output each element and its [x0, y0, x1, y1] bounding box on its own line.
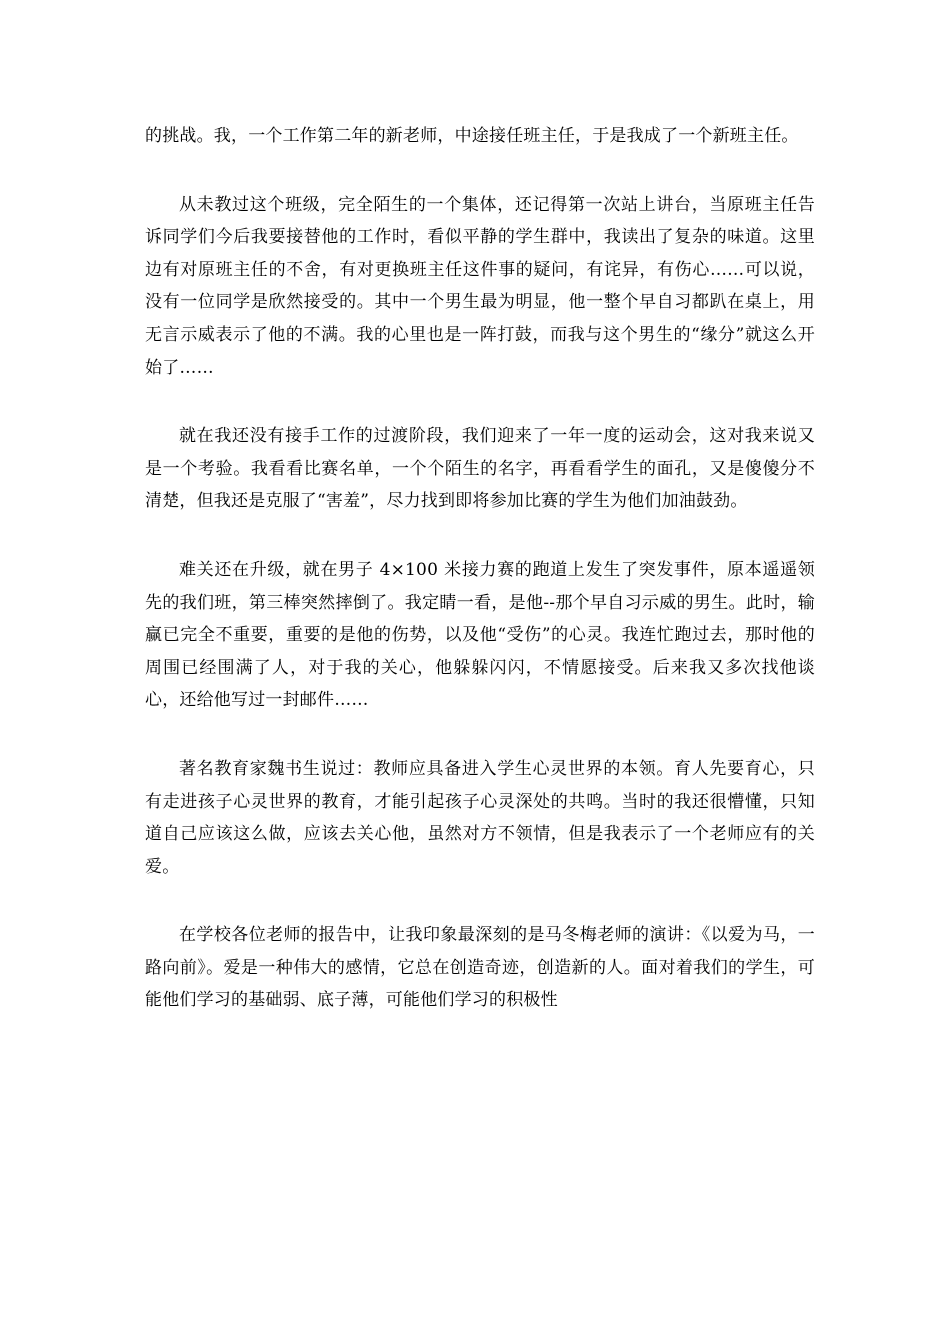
paragraph-sports-meet: 就在我还没有接手工作的过渡阶段，我们迎来了一年一度的运动会，这对我来说又是一个考验。我看看比赛名单，一个个陌生的名字，再看看学生的面孔，又是傻傻分不清楚，但我还是克服了“害羞”，尽力找到即将参加比赛的学生为他们加油鼓劲。	[145, 426, 815, 512]
paragraph-educator-quote: 著名教育家魏书生说过：教师应具备进入学生心灵世界的本领。育人先要育心，只有走进孩子心灵世界的教育，才能引起孩子心灵深处的共鸣。当时的我还很懵懂，只知道自己应该这么做，应该去关心他，虽然对方不领情，但是我表示了一个老师应有的关爱。	[145, 758, 815, 877]
paragraph-relay-race: 难关还在升级，就在男子 4×100 米接力赛的跑道上发生了突发事件，原本遥遥领先的我们班，第三棒突然摔倒了。我定睛一看，是他--那个早自习示威的男生。此时，输赢已完全不重要，重要的是他的伤势，以及他“受伤”的心灵。我连忙跑过去，那时他的周围已经围满了人，对于我的关心，他躲躲闪闪，不情愿接受。后来我又多次找他谈心，还给他写过一封邮件……	[145, 559, 815, 711]
document-body	[145, 120, 815, 1053]
paragraph-school-reports: 在学校各位老师的报告中，让我印象最深刻的是马冬梅老师的演讲：《以爱为马，一路向前》。爱是一种伟大的感情，它总在创造奇迹，创造新的人。面对着我们的学生，可能他们学习的基础弱、底子薄，可能他们学习的积极性	[145, 925, 815, 1011]
paragraph-first-day: 从未教过这个班级，完全陌生的一个集体，还记得第一次站上讲台，当原班主任告诉同学们今后我要接替他的工作时，看似平静的学生群中，我读出了复杂的味道。这里边有对原班主任的不舍，有对更换班主任这件事的疑问，有诧异，有伤心……可以说，没有一位同学是欣然接受的。其中一个男生最为明显，他一整个早自习都趴在桌上，用无言示威表示了他的不满。我的心里也是一阵打鼓，而我与这个男生的“缘分”就这么开始了……	[145, 194, 815, 378]
paragraph-continuation: 的挑战。我，一个工作第二年的新老师，中途接任班主任，于是我成了一个新班主任。	[145, 126, 799, 146]
